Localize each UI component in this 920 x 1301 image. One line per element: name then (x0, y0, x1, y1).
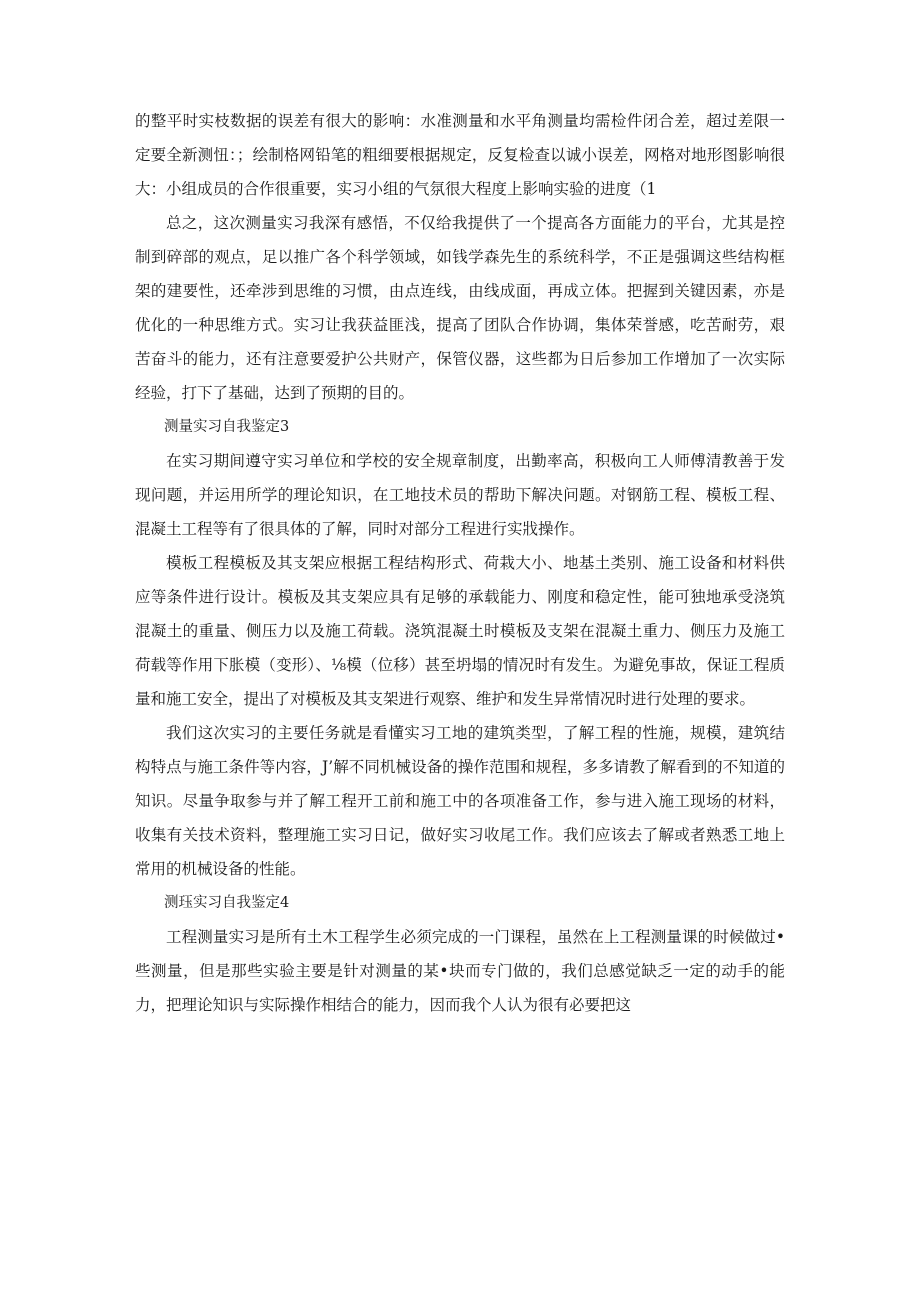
paragraph-tasks: 我们这次实习的主要任务就是看懂实习工地的建筑类型，了解工程的性施，规模，建筑结构特点与施工条件等内容，J’解不同机械设备的操作范围和规程，多多请教了解看到的不知道的知识。尽量争取参与并了解工程开工前和施工中的各项准备工作，参与进入施工现场的材料，收集有关技术资料，整理施工实习日记，做好实习收尾工作。我们应该去了解或者熟悉工地上常用的机械设备的性能。 (135, 724, 785, 878)
paragraph-surveying-course: 工程测量实习是所有土木工程学生必须完成的一门课程，虽然在上工程测量课的时候做过•些测量，但是那些实验主要是针对测量的某•块而专门做的，我们总感觉缺乏一定的动手的能力，把理论知识与实际操作相结合的能力，因而我个人认为很有必要把这 (135, 928, 785, 1014)
paragraph-formwork: 模板工程模板及其支架应根据工程结构形式、荷栽大小、地基土类别、施工设备和材料供应等条件进行设计。模板及其支架应具有足够的承载能力、刚度和稳定性，能可独地承受浇筑混凝土的重量、侧压力以及施工荷载。浇筑混凝土时模板及支架在混凝土重力、侧压力及施工荷载等作用下胀模（变形）、⅛模（位移）甚至坍塌的情况时有发生。为避免事故，保证工程质量和施工安全，提出了对模板及其支架进行观察、维护和发生异常情况时进行处理的要求。 (135, 554, 785, 708)
paragraph-continuation: 的整平时实枝数据的误差有很大的影响：水准测量和水平角测量均需检件闭合差，超过差限一定要全新测忸：；绘制格网铅笔的粗细要根据规定，反复检查以诚小误差，网格对地形图影响很大：小组成员的合作很重要，实习小组的气氛很大程度上影响实验的进度（1 (135, 112, 785, 198)
section-heading-4: 测珏实习自我鉴定4 (164, 895, 290, 911)
paragraph-internship-rules: 在实习期间遵守实习单位和学校的安全规章制度，出勤率高，积极向工人师傅清教善于发现问题，并运用所学的理论知识，在工地技术员的帮助下解决问题。对钢筋工程、模板工程、混凝土工程等有了很具体的了解，同时对部分工程进行实戕操作。 (135, 452, 785, 538)
paragraph-summary: 总之，这次测量实习我深有感悟，不仅给我提供了一个提高各方面能力的平台，尤其是控制到碎部的观点，足以推广各个科学领域，如钱学森先生的系统科学，不正是强调这些结构框架的建要性，还牵涉到思维的习惯，由点连线，由线成面，再成立体。把握到关键因素，亦是优化的一种思维方式。实习让我获益匪浅，提高了团队合作协调，集体荣誉感，吃苦耐劳，艰苦奋斗的能力，还有注意要爱护公共财产，保管仪器，这些都为日后参加工作增加了一次实际经验，打下了基础，达到了预期的目的。 (135, 214, 785, 402)
section-heading-3: 测量实习自我鉴定3 (164, 419, 290, 435)
document-page (135, 104, 785, 1022)
